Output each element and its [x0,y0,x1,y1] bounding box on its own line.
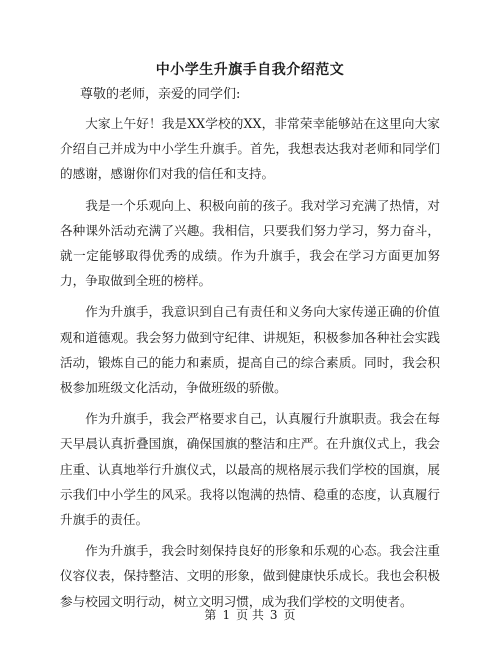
document-title: 中小学生升旗手自我介绍范文 [155,62,345,78]
footer-total-pages: 3 [269,608,278,622]
paragraph-1: 大家上午好！我是XX学校的XX，非常荣幸能够站在这里向大家介绍自己并成为中小学生升旗手。首先，我想表达我对老师和同学们的感谢，感谢你们对我的信任和支持。 [60,116,440,182]
paragraph-3: 作为升旗手，我意识到自己有责任和义务向大家传递正确的价值观和道德观。我会努力做到守纪律、讲规矩，积极参加各种社会实践活动，锻炼自己的能力和素质，提高自己的综合素质。同时，我会积极参加班级文化活动，争做班级的骄傲。 [60,304,440,396]
footer-suffix: 页 [283,608,296,622]
greeting-line: 尊敬的老师，亲爱的同学们: [80,87,241,102]
page-footer [0,607,500,623]
paragraph-2: 我是一个乐观向上、积极向前的孩子。我对学习充满了热情，对各种课外活动充满了兴趣。我相信，只要我们努力学习，努力奋斗，就一定能够取得优秀的成绩。作为升旗手，我会在学习方面更加努力，争取做到全班的榜样。 [60,197,440,289]
document-body [60,111,440,620]
footer-page-number: 1 [222,608,231,622]
paragraph-4: 作为升旗手，我会严格要求自己，认真履行升旗职责。我会在每天早晨认真折叠国旗，确保国旗的整洁和庄严。在升旗仪式上，我会庄重、认真地举行升旗仪式，以最高的规格展示我们学校的国旗，展示我们中小学生的风采。我将以饱满的热情、稳重的态度，认真履行升旗手的责任。 [60,411,440,528]
paragraph-5: 作为升旗手，我会时刻保持良好的形象和乐观的心态。我会注重仪容仪表，保持整洁、文明的形象，做到健康快乐成长。我也会积极参与校园文明行动，树立文明习惯，成为我们学校的文明使者。 [60,543,440,609]
footer-prefix: 第 [204,608,217,622]
footer-middle: 页 共 [236,608,264,622]
